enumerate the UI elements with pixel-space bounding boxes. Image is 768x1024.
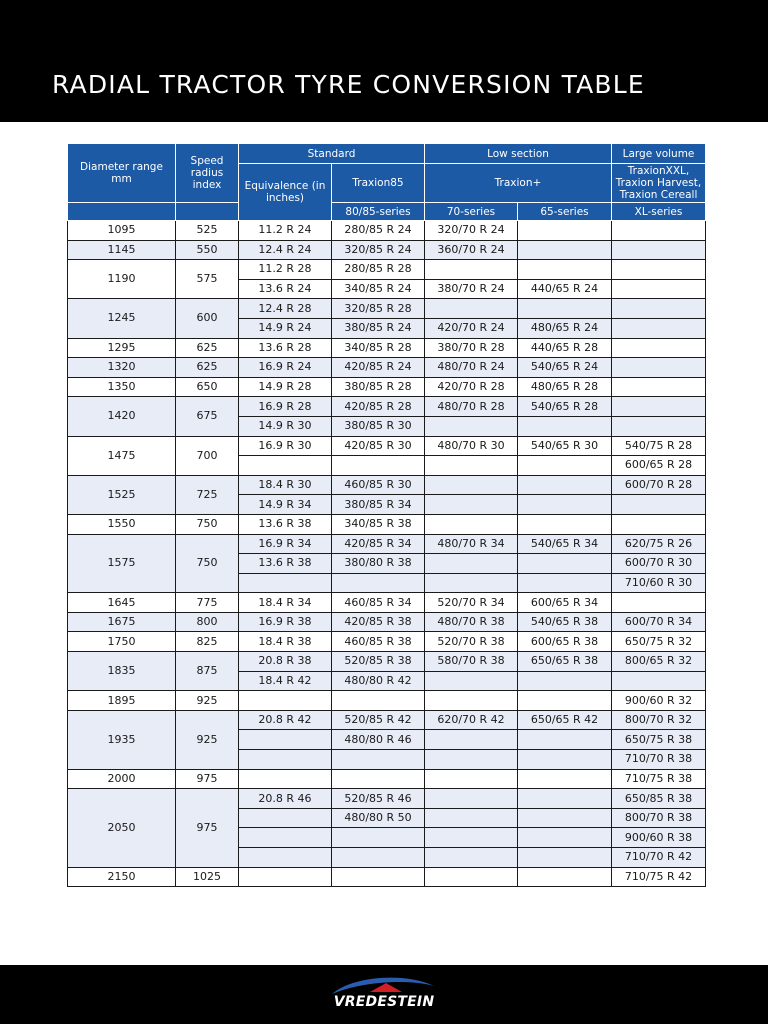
cell-speed-radius-index: 1025 — [176, 867, 239, 887]
cell-traxion-plus-70 — [425, 416, 518, 436]
cell-traxion85-80-85: 420/85 R 38 — [332, 612, 425, 632]
cell-traxion85-80-85 — [332, 867, 425, 887]
cell-traxion-plus-70: 420/70 R 28 — [425, 377, 518, 397]
cell-traxion-plus-65 — [518, 573, 612, 593]
cell-equivalence — [239, 867, 332, 887]
cell-traxion-plus-65: 540/65 R 28 — [518, 397, 612, 417]
cell-traxion-plus-65: 440/65 R 24 — [518, 279, 612, 299]
cell-diameter: 1095 — [68, 221, 176, 241]
cell-traxion-plus-70 — [425, 671, 518, 691]
cell-traxion-plus-65 — [518, 808, 612, 828]
cell-xl-series: 710/75 R 38 — [612, 769, 706, 789]
table-row — [68, 260, 706, 280]
cell-traxion85-80-85: 420/85 R 24 — [332, 358, 425, 378]
cell-traxion-plus-65: 650/65 R 38 — [518, 652, 612, 672]
cell-xl-series — [612, 377, 706, 397]
cell-xl-series: 710/70 R 42 — [612, 848, 706, 868]
cell-traxion-plus-70 — [425, 808, 518, 828]
header-large-volume: Large volume — [612, 144, 706, 164]
cell-xl-series — [612, 671, 706, 691]
cell-traxion-plus-70 — [425, 848, 518, 868]
cell-xl-series: 600/70 R 28 — [612, 475, 706, 495]
cell-traxion-plus-65 — [518, 299, 612, 319]
cell-diameter: 1675 — [68, 612, 176, 632]
cell-equivalence: 13.6 R 38 — [239, 514, 332, 534]
cell-traxion-plus-65 — [518, 416, 612, 436]
header-traxion-plus: Traxion+ — [425, 164, 612, 203]
cell-xl-series: 600/65 R 28 — [612, 456, 706, 476]
cell-traxion-plus-70 — [425, 475, 518, 495]
table-row — [68, 475, 706, 495]
cell-diameter: 1475 — [68, 436, 176, 475]
cell-equivalence — [239, 730, 332, 750]
cell-traxion85-80-85: 380/85 R 24 — [332, 318, 425, 338]
cell-equivalence: 14.9 R 24 — [239, 318, 332, 338]
cell-traxion-plus-70: 580/70 R 38 — [425, 652, 518, 672]
cell-traxion85-80-85: 340/85 R 28 — [332, 338, 425, 358]
cell-traxion85-80-85: 520/85 R 38 — [332, 652, 425, 672]
cell-traxion85-80-85: 340/85 R 24 — [332, 279, 425, 299]
cell-traxion-plus-70: 520/70 R 34 — [425, 593, 518, 613]
cell-diameter: 2000 — [68, 769, 176, 789]
table-row — [68, 397, 706, 417]
cell-traxion-plus-70: 620/70 R 42 — [425, 710, 518, 730]
cell-equivalence: 12.4 R 24 — [239, 240, 332, 260]
table-row — [68, 436, 706, 456]
header-series-80-85: 80/85-series — [332, 203, 425, 221]
header-low-section: Low section — [425, 144, 612, 164]
cell-equivalence: 16.9 R 24 — [239, 358, 332, 378]
cell-traxion85-80-85: 420/85 R 34 — [332, 534, 425, 554]
cell-traxion-plus-70 — [425, 769, 518, 789]
cell-diameter: 1645 — [68, 593, 176, 613]
cell-traxion-plus-65: 540/65 R 38 — [518, 612, 612, 632]
cell-speed-radius-index: 925 — [176, 691, 239, 711]
cell-traxion-plus-65: 440/65 R 28 — [518, 338, 612, 358]
cell-traxion-plus-65 — [518, 789, 612, 809]
cell-traxion-plus-65 — [518, 514, 612, 534]
table-header — [68, 144, 706, 221]
brand-swoosh-icon — [326, 972, 442, 996]
cell-speed-radius-index: 625 — [176, 338, 239, 358]
cell-traxion85-80-85: 520/85 R 42 — [332, 710, 425, 730]
cell-traxion85-80-85: 340/85 R 38 — [332, 514, 425, 534]
table-body — [68, 221, 706, 887]
cell-equivalence: 18.4 R 34 — [239, 593, 332, 613]
cell-traxion85-80-85 — [332, 769, 425, 789]
table-row — [68, 612, 706, 632]
cell-xl-series: 540/75 R 28 — [612, 436, 706, 456]
cell-traxion85-80-85: 380/80 R 38 — [332, 554, 425, 574]
cell-traxion-plus-65 — [518, 691, 612, 711]
header-diameter: Diameter range mm — [68, 144, 176, 203]
cell-traxion-plus-70 — [425, 456, 518, 476]
cell-equivalence: 20.8 R 38 — [239, 652, 332, 672]
cell-equivalence: 14.9 R 34 — [239, 495, 332, 515]
cell-traxion-plus-70: 480/70 R 38 — [425, 612, 518, 632]
cell-traxion-plus-65 — [518, 240, 612, 260]
cell-equivalence — [239, 691, 332, 711]
cell-xl-series: 900/60 R 38 — [612, 828, 706, 848]
cell-xl-series — [612, 299, 706, 319]
cell-traxion85-80-85: 460/85 R 30 — [332, 475, 425, 495]
cell-xl-series — [612, 358, 706, 378]
cell-xl-series: 650/75 R 38 — [612, 730, 706, 750]
cell-traxion-plus-70 — [425, 750, 518, 770]
table-row — [68, 593, 706, 613]
cell-xl-series — [612, 495, 706, 515]
cell-diameter: 1835 — [68, 652, 176, 691]
cell-traxion-plus-70 — [425, 730, 518, 750]
cell-speed-radius-index: 600 — [176, 299, 239, 338]
cell-speed-radius-index: 800 — [176, 612, 239, 632]
header-spacer — [68, 203, 176, 221]
header-series-xl: XL-series — [612, 203, 706, 221]
cell-speed-radius-index: 925 — [176, 710, 239, 769]
cell-speed-radius-index: 700 — [176, 436, 239, 475]
cell-speed-radius-index: 750 — [176, 514, 239, 534]
header-equivalence: Equivalence (in inches) — [239, 164, 332, 221]
cell-traxion85-80-85: 320/85 R 24 — [332, 240, 425, 260]
cell-traxion85-80-85 — [332, 848, 425, 868]
cell-equivalence: 12.4 R 28 — [239, 299, 332, 319]
table-row — [68, 632, 706, 652]
cell-equivalence: 18.4 R 38 — [239, 632, 332, 652]
cell-traxion-plus-70 — [425, 691, 518, 711]
cell-xl-series: 900/60 R 32 — [612, 691, 706, 711]
cell-traxion-plus-65 — [518, 828, 612, 848]
cell-diameter: 1295 — [68, 338, 176, 358]
cell-xl-series: 620/75 R 26 — [612, 534, 706, 554]
table-row — [68, 534, 706, 554]
cell-traxion85-80-85 — [332, 750, 425, 770]
cell-traxion-plus-70 — [425, 299, 518, 319]
cell-speed-radius-index: 675 — [176, 397, 239, 436]
cell-speed-radius-index: 750 — [176, 534, 239, 593]
cell-traxion-plus-65 — [518, 671, 612, 691]
cell-equivalence: 16.9 R 30 — [239, 436, 332, 456]
cell-traxion-plus-70 — [425, 867, 518, 887]
cell-equivalence: 18.4 R 30 — [239, 475, 332, 495]
cell-speed-radius-index: 725 — [176, 475, 239, 514]
cell-xl-series — [612, 338, 706, 358]
cell-equivalence: 20.8 R 46 — [239, 789, 332, 809]
cell-traxion-plus-70: 420/70 R 24 — [425, 318, 518, 338]
table-row — [68, 652, 706, 672]
cell-xl-series — [612, 416, 706, 436]
cell-traxion85-80-85: 520/85 R 46 — [332, 789, 425, 809]
cell-traxion-plus-65 — [518, 867, 612, 887]
header-series-65: 65-series — [518, 203, 612, 221]
cell-xl-series: 600/70 R 34 — [612, 612, 706, 632]
cell-speed-radius-index: 825 — [176, 632, 239, 652]
cell-equivalence: 11.2 R 24 — [239, 221, 332, 241]
cell-traxion-plus-65 — [518, 848, 612, 868]
cell-traxion-plus-65: 480/65 R 24 — [518, 318, 612, 338]
cell-xl-series: 650/75 R 32 — [612, 632, 706, 652]
cell-traxion-plus-65 — [518, 260, 612, 280]
cell-traxion85-80-85 — [332, 691, 425, 711]
cell-traxion-plus-65 — [518, 554, 612, 574]
cell-xl-series — [612, 318, 706, 338]
table-row — [68, 514, 706, 534]
table-row — [68, 299, 706, 319]
cell-speed-radius-index: 775 — [176, 593, 239, 613]
cell-traxion85-80-85: 480/80 R 50 — [332, 808, 425, 828]
cell-diameter: 1190 — [68, 260, 176, 299]
cell-traxion-plus-70 — [425, 514, 518, 534]
cell-traxion85-80-85: 480/80 R 46 — [332, 730, 425, 750]
cell-traxion85-80-85: 380/85 R 30 — [332, 416, 425, 436]
cell-diameter: 1420 — [68, 397, 176, 436]
cell-traxion85-80-85: 280/85 R 24 — [332, 221, 425, 241]
cell-traxion-plus-70 — [425, 495, 518, 515]
header-traxion85: Traxion85 — [332, 164, 425, 203]
cell-diameter: 1575 — [68, 534, 176, 593]
cell-traxion-plus-70: 480/70 R 34 — [425, 534, 518, 554]
cell-xl-series: 710/60 R 30 — [612, 573, 706, 593]
cell-diameter: 1935 — [68, 710, 176, 769]
cell-xl-series: 710/70 R 38 — [612, 750, 706, 770]
cell-traxion85-80-85: 460/85 R 34 — [332, 593, 425, 613]
cell-equivalence: 16.9 R 38 — [239, 612, 332, 632]
cell-equivalence: 18.4 R 42 — [239, 671, 332, 691]
cell-traxion-plus-65: 540/65 R 30 — [518, 436, 612, 456]
cell-diameter: 1245 — [68, 299, 176, 338]
page-title: RADIAL TRACTOR TYRE CONVERSION TABLE — [52, 70, 645, 99]
cell-speed-radius-index: 525 — [176, 221, 239, 241]
cell-equivalence: 20.8 R 42 — [239, 710, 332, 730]
cell-equivalence: 13.6 R 28 — [239, 338, 332, 358]
cell-traxion-plus-65 — [518, 221, 612, 241]
cell-xl-series — [612, 260, 706, 280]
table-row — [68, 691, 706, 711]
cell-traxion-plus-65 — [518, 456, 612, 476]
cell-traxion-plus-70: 480/70 R 28 — [425, 397, 518, 417]
cell-speed-radius-index: 650 — [176, 377, 239, 397]
cell-diameter: 2050 — [68, 789, 176, 867]
cell-diameter: 1320 — [68, 358, 176, 378]
cell-traxion85-80-85: 380/85 R 34 — [332, 495, 425, 515]
cell-xl-series: 800/70 R 32 — [612, 710, 706, 730]
cell-xl-series — [612, 397, 706, 417]
header-standard: Standard — [239, 144, 425, 164]
header-spacer — [176, 203, 239, 221]
cell-xl-series: 650/85 R 38 — [612, 789, 706, 809]
cell-diameter: 1525 — [68, 475, 176, 514]
cell-speed-radius-index: 875 — [176, 652, 239, 691]
cell-traxion-plus-65: 650/65 R 42 — [518, 710, 612, 730]
cell-traxion-plus-70: 360/70 R 24 — [425, 240, 518, 260]
cell-equivalence — [239, 828, 332, 848]
header-band — [0, 0, 768, 122]
cell-traxion-plus-70: 380/70 R 28 — [425, 338, 518, 358]
table-row — [68, 789, 706, 809]
cell-traxion-plus-65 — [518, 495, 612, 515]
cell-equivalence: 14.9 R 28 — [239, 377, 332, 397]
brand-logo — [326, 972, 442, 1018]
cell-equivalence — [239, 750, 332, 770]
cell-equivalence: 14.9 R 30 — [239, 416, 332, 436]
cell-diameter: 1895 — [68, 691, 176, 711]
cell-traxion85-80-85 — [332, 573, 425, 593]
header-series-70: 70-series — [425, 203, 518, 221]
table-row — [68, 221, 706, 241]
cell-traxion85-80-85: 420/85 R 28 — [332, 397, 425, 417]
cell-equivalence: 16.9 R 34 — [239, 534, 332, 554]
cell-traxion85-80-85: 480/80 R 42 — [332, 671, 425, 691]
cell-traxion-plus-70: 380/70 R 24 — [425, 279, 518, 299]
cell-equivalence: 13.6 R 38 — [239, 554, 332, 574]
cell-xl-series — [612, 514, 706, 534]
table-row — [68, 867, 706, 887]
cell-equivalence: 16.9 R 28 — [239, 397, 332, 417]
cell-traxion-plus-70: 480/70 R 30 — [425, 436, 518, 456]
cell-traxion85-80-85: 280/85 R 28 — [332, 260, 425, 280]
cell-traxion85-80-85: 380/85 R 28 — [332, 377, 425, 397]
cell-speed-radius-index: 975 — [176, 769, 239, 789]
cell-speed-radius-index: 575 — [176, 260, 239, 299]
table-row — [68, 338, 706, 358]
cell-traxion-plus-65: 540/65 R 34 — [518, 534, 612, 554]
cell-xl-series — [612, 279, 706, 299]
cell-traxion85-80-85 — [332, 828, 425, 848]
conversion-table — [67, 143, 706, 887]
cell-xl-series: 600/70 R 30 — [612, 554, 706, 574]
cell-diameter: 2150 — [68, 867, 176, 887]
table-row — [68, 358, 706, 378]
cell-equivalence: 13.6 R 24 — [239, 279, 332, 299]
cell-traxion-plus-65: 480/65 R 28 — [518, 377, 612, 397]
cell-equivalence: 11.2 R 28 — [239, 260, 332, 280]
cell-speed-radius-index: 550 — [176, 240, 239, 260]
cell-traxion-plus-70 — [425, 260, 518, 280]
cell-xl-series: 800/70 R 38 — [612, 808, 706, 828]
cell-traxion85-80-85: 420/85 R 30 — [332, 436, 425, 456]
cell-xl-series — [612, 593, 706, 613]
cell-traxion-plus-65: 540/65 R 24 — [518, 358, 612, 378]
cell-traxion-plus-65 — [518, 750, 612, 770]
cell-diameter: 1750 — [68, 632, 176, 652]
cell-traxion-plus-65 — [518, 769, 612, 789]
cell-equivalence — [239, 456, 332, 476]
cell-diameter: 1550 — [68, 514, 176, 534]
table-row — [68, 710, 706, 730]
cell-xl-series — [612, 221, 706, 241]
cell-xl-series — [612, 240, 706, 260]
cell-traxion85-80-85: 320/85 R 28 — [332, 299, 425, 319]
table-row — [68, 240, 706, 260]
cell-diameter: 1145 — [68, 240, 176, 260]
cell-traxion-plus-65 — [518, 475, 612, 495]
cell-traxion-plus-70: 520/70 R 38 — [425, 632, 518, 652]
cell-traxion-plus-70 — [425, 789, 518, 809]
cell-equivalence — [239, 769, 332, 789]
cell-xl-series: 800/65 R 32 — [612, 652, 706, 672]
cell-speed-radius-index: 975 — [176, 789, 239, 867]
brand-name: VREDESTEIN — [333, 994, 435, 1010]
cell-traxion-plus-70: 480/70 R 24 — [425, 358, 518, 378]
cell-traxion85-80-85: 460/85 R 38 — [332, 632, 425, 652]
cell-traxion-plus-70: 320/70 R 24 — [425, 221, 518, 241]
cell-traxion-plus-70 — [425, 573, 518, 593]
header-large-volume-products: TraxionXXL, Traxion Harvest, Traxion Cereall — [612, 164, 706, 203]
cell-traxion-plus-65: 600/65 R 34 — [518, 593, 612, 613]
cell-equivalence — [239, 808, 332, 828]
cell-traxion-plus-70 — [425, 828, 518, 848]
table-row — [68, 377, 706, 397]
cell-traxion-plus-70 — [425, 554, 518, 574]
header-speed-radius-index: Speed radius index — [176, 144, 239, 203]
cell-speed-radius-index: 625 — [176, 358, 239, 378]
cell-traxion-plus-65 — [518, 730, 612, 750]
table-row — [68, 769, 706, 789]
cell-traxion-plus-65: 600/65 R 38 — [518, 632, 612, 652]
cell-equivalence — [239, 573, 332, 593]
cell-equivalence — [239, 848, 332, 868]
cell-diameter: 1350 — [68, 377, 176, 397]
cell-traxion85-80-85 — [332, 456, 425, 476]
cell-xl-series: 710/75 R 42 — [612, 867, 706, 887]
